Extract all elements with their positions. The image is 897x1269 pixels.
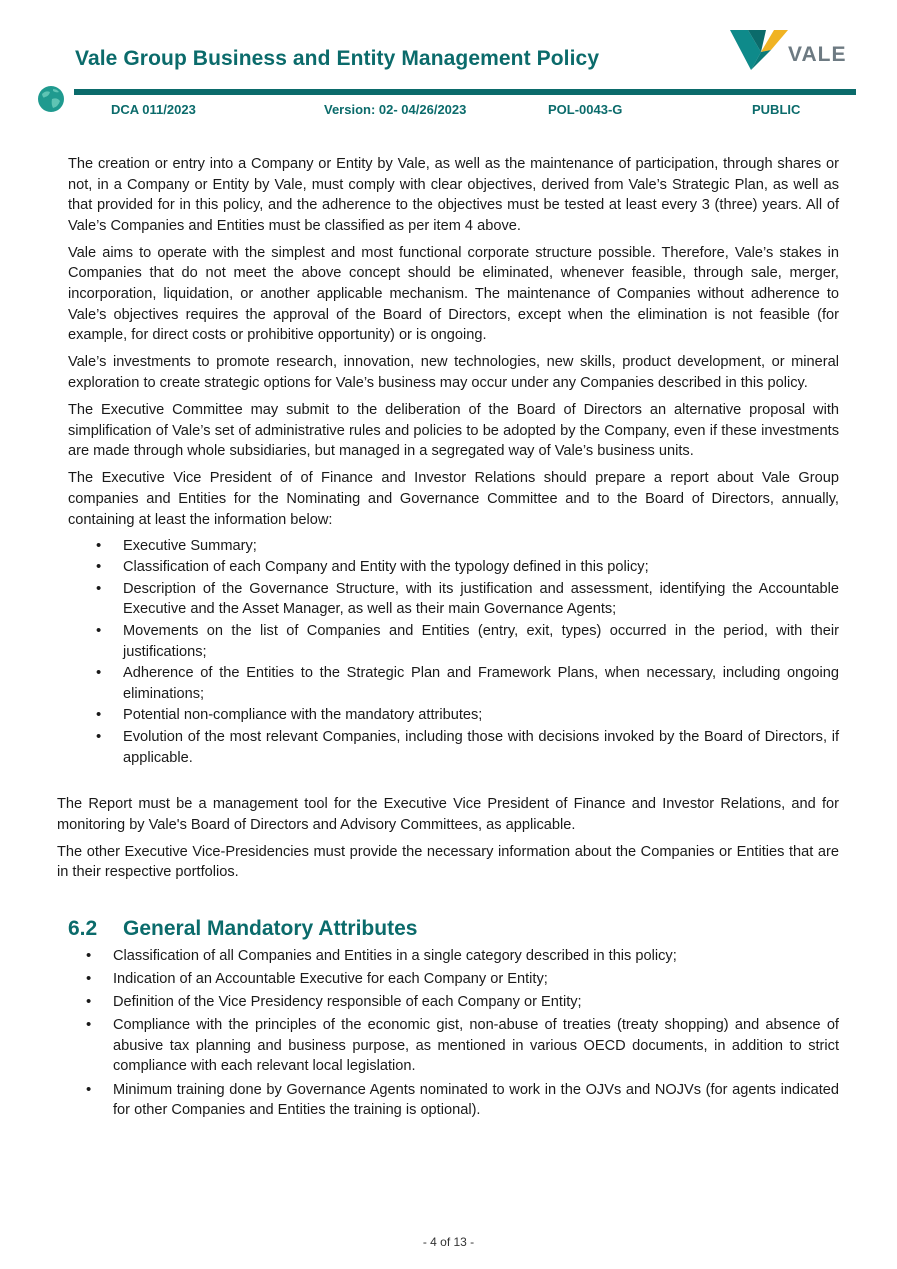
logo-wordmark: VALE <box>788 43 847 66</box>
attributes-list <box>113 946 839 1121</box>
closing-section <box>57 794 839 889</box>
paragraph: The creation or entry into a Company or Entity by Vale, as well as the maintenance of participation, through shares or not, in a Company or Entity by Vale, must comply with clear objectives, derived from Vale’s Strategic Plan, as well as that provided for in this policy, and the adherence to the objectives must be tested at least every 3 (three) years. All of Vale’s Companies and Entities must be classified as per item 4 above. <box>68 156 839 234</box>
classification-label: PUBLIC <box>752 102 801 117</box>
paragraph: Vale aims to operate with the simplest and most functional corporate structure possible. Therefore, Vale’s stakes in Companies that do not meet the above concept should be eliminated, whenever feasible, through sale, merger, incorporation, liquidation, or another applicable mechanism. The maintenance of Companies without adherence to Vale’s objectives requires the approval of the Board of Directors, except when the elimination is not feasible (for example, for direct costs or prohibitive opportunity) or is ongoing. <box>68 244 839 344</box>
section-number: 6.2 <box>68 917 98 940</box>
list-item: • Description of the Governance Structure, with its justification and assessment, identifying the Accountable Executive and the Asset Manager, as well as their main Governance Agents; <box>123 579 839 620</box>
list-item: • Definition of the Vice Presidency responsible of each Company or Entity; <box>113 992 839 1013</box>
list-item: • Classification of all Companies and Entities in a single category described in this policy; <box>113 946 839 967</box>
section-heading <box>68 917 417 941</box>
doc-version: Version: 02- 04/26/2023 <box>324 102 467 117</box>
doc-code: DCA 011/2023 <box>111 102 196 117</box>
paragraph: The Report must be a management tool for the Executive Vice President of Finance and Investor Relations, and for monitoring by Vale's Board of Directors and Advisory Committees, as applicable. <box>57 796 839 833</box>
list-item: • Executive Summary; <box>123 536 839 557</box>
list-item: • Classification of each Company and Entity with the typology defined in this policy; <box>123 557 839 578</box>
paragraph: Vale’s investments to promote research, innovation, new technologies, new skills, product development, or mineral exploration to create strategic options for Vale’s business may occur under any Companies described in this policy. <box>68 354 839 391</box>
policy-id: POL-0043-G <box>548 102 623 117</box>
list-item: • Minimum training done by Governance Agents nominated to work in the OJVs and NOJVs (for agents indicated for other Companies and Entities the training is optional). <box>113 1080 839 1121</box>
globe-icon <box>37 85 65 113</box>
list-item: • Indication of an Accountable Executive for each Company or Entity; <box>113 969 839 990</box>
header-rule <box>74 89 856 95</box>
page-number: - 4 of 13 - <box>422 1235 475 1249</box>
paragraph: The Executive Vice President of of Finance and Investor Relations should prepare a report about Vale Group companies and Entities for the Nominating and Governance Committee and to the Board of Directors, annually, containing at least the information below: <box>68 470 839 528</box>
list-item: • Evolution of the most relevant Companies, including those with decisions invoked by the Board of Directors, if applicable. <box>123 727 839 768</box>
section-title: General Mandatory Attributes <box>123 917 418 940</box>
list-item: • Potential non-compliance with the mandatory attributes; <box>123 705 839 726</box>
paragraph: The other Executive Vice-Presidencies must provide the necessary information about the Companies or Entities that are in their respective portfolios. <box>57 843 839 881</box>
report-items-list <box>123 536 839 769</box>
document-title: Vale Group Business and Entity Management Policy <box>75 47 600 70</box>
attributes-section <box>113 946 839 1123</box>
list-item: • Compliance with the principles of the economic gist, non-abuse of treaties (treaty shopping) and absence of abusive tax planning and business purpose, as mentioned in various OECD documents, in addition to strict compliance with each relevant local legislation. <box>113 1015 839 1077</box>
list-item: • Movements on the list of Companies and Entities (entry, exit, types) occurred in the period, with their justifications; <box>123 621 839 662</box>
paragraph: The Executive Committee may submit to the deliberation of the Board of Directors an alternative proposal with simplification of Vale’s set of administrative rules and policies to be adopted by the Company, even if these investments are made through whole subsidiaries, but managed in a segregated way of Vale’s business units. <box>68 402 839 460</box>
list-item: • Adherence of the Entities to the Strategic Plan and Framework Plans, when necessary, including ongoing eliminations; <box>123 663 839 704</box>
vale-logo <box>730 28 845 74</box>
body-section <box>68 154 839 769</box>
